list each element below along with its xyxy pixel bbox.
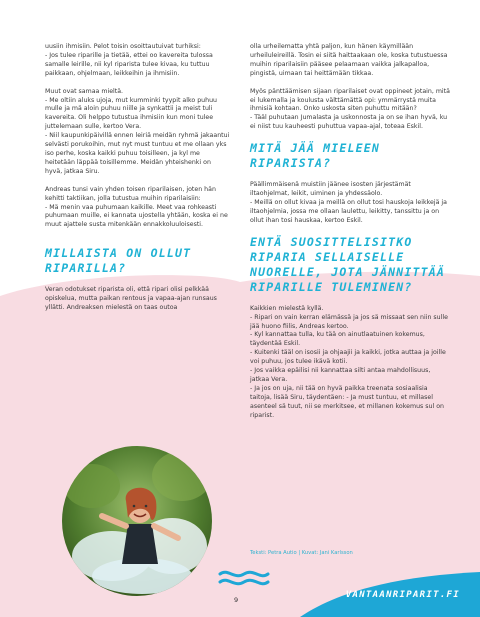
left-paragraph-1: uusiin ihmisiin. Pelot toisin osoittautuivat turhiksi: - Jos tulee riparille ja tietää, ettei oo kavereita tulossa samalle leirille, nii kyl riparista tulee kivaa, ku tuttuu paikkaan, ohjelmaan, leikkeihin ja ihmisiin.: [45, 43, 213, 77]
left-paragraph-4: Veran odotukset riparista oli, että ripari olisi pelkkää opiskelua, mutta paikan rentous ja vapaa-ajan runsaus yllätti. Andreaksen mielestä on taas outoa: [45, 286, 217, 312]
heading-millaista: MILLAISTA ON OLLUT RIPARILLA?: [45, 246, 192, 276]
site-url[interactable]: VANTAANRIPARIT.FI: [345, 590, 460, 600]
heading-mita-jaa-mieleen: MITÄ JÄÄ MIELEEN RIPARISTA?: [250, 141, 380, 171]
right-paragraph-3: Päällimmäisenä muistiin jäänee isosten järjestämät iltaohjelmat, leikit, uiminen ja yhdessäolo. - Meillä on ollut kivaa ja meillä on ollut tosi hauskoja leikkejä ja iltaohjelmia, jossa me ollaan laulettu, leikitty, tanssittu ja on ollut ihan tosi hauskaa, kertoo Eskil.: [250, 181, 447, 224]
wave-decoration-icon: [218, 566, 270, 588]
right-paragraph-4: Kaikkien mielestä kyllä. - Ripari on vain kerran elämässä ja jos sä missaat sen niin sulle jää huono fiilis, Andreas kertoo. - Kyl kannattaa tulla, ku tää on ainutlaatuinen kokemus, täydentää Eskil. - Kuitenki tääl on isosii ja ohjaajii ja kaikki, jotka auttaa ja joille voi puhuu, jos tulee ikävä kotii. - Jos vaikka epäilisi nii kannattaa silti antaa mahdollisuus, jatkaa Vera. - Ja jos on uja, nii tää on hyvä paikka treenata sosiaalisia taitoja, lisää Siru, täydentäen: - Ja must tuntuu, et millasel asenteel sä tuut, nii se merkitsee, et millanen kokemus sul on riparist.: [250, 304, 448, 419]
right-paragraph-2: Myös pänttäämisen sijaan riparilaiset ovat oppineet jotain, mitä ei lukemalla ja koulusta välttämättä opi: ymmärrystä muita ihmisiä kohtaan. Onko uskosta siten puhuttu mitään? - Tääl puhutaan Jumalasta ja uskonnosta ja on se ihan hyvä, ku ei niist tuu kauheesti puhuttua vapaa-ajal, toteaa Eskil.: [250, 87, 450, 131]
page-number: 9: [234, 596, 239, 604]
photo-credits: Teksti: Petra Autio | Kuvat: Jani Karlsson: [250, 550, 353, 556]
heading-suosittelisitko: ENTÄ SUOSITTELISITKO RIPARIA SELLAISELLE NUORELLE, JOTA JÄNNITTÄÄ RIPARILLE TULEMINEN?: [250, 234, 445, 294]
girl-splashing-water-photo: [62, 446, 212, 596]
right-paragraph-1: olla urheilematta yhtä paljon, kun hänen käymillään urheiluleireillä. Tosin ei siitä haittaakaan ole, koska tutustuessa muihin riparilaisiin pääsee pelaamaan vaikka jalkapalloa, pingistä, uimaan tai heittämään tikkaa.: [250, 43, 448, 77]
left-paragraph-3: Andreas tunsi vain yhden toisen riparilaisen, joten hän kehitti taktiikan, jolla tutustua muihin riparilaisiin: - Mä menin vaa puhumaan kaikille. Meet vaa rohkeasti puhumaan muille, ei kannata ujostella yhtään, koska ei ne muut ajattele susta mitenkään ennakkoluuloisesti.: [45, 185, 228, 229]
left-column: [45, 43, 230, 322]
left-paragraph-2: Muut ovat samaa mieltä. - Me oltiin aluks ujoja, mut kumminki tyypit alko puhuu mulle ja mä aloin puhuu niille ja synkattii ja meist tuli kavereita. Oli helppo tutustua ihmisiin kun moni tulee juttelemaan sulle, kertoo Vera. - Niil kaupunkipäivillä ennen leiriä meidän ryhmä jakaantui selvästi porukoihin, mut nyt must tuntuu et me ollaan yks iso perhe, koska kaikki puhuu toisilleen, ja kyl me heitetään läppää toisillemme. Meidän yhteishenki on hyvä, jatkaa Siru.: [45, 87, 230, 175]
right-column: [250, 43, 450, 429]
